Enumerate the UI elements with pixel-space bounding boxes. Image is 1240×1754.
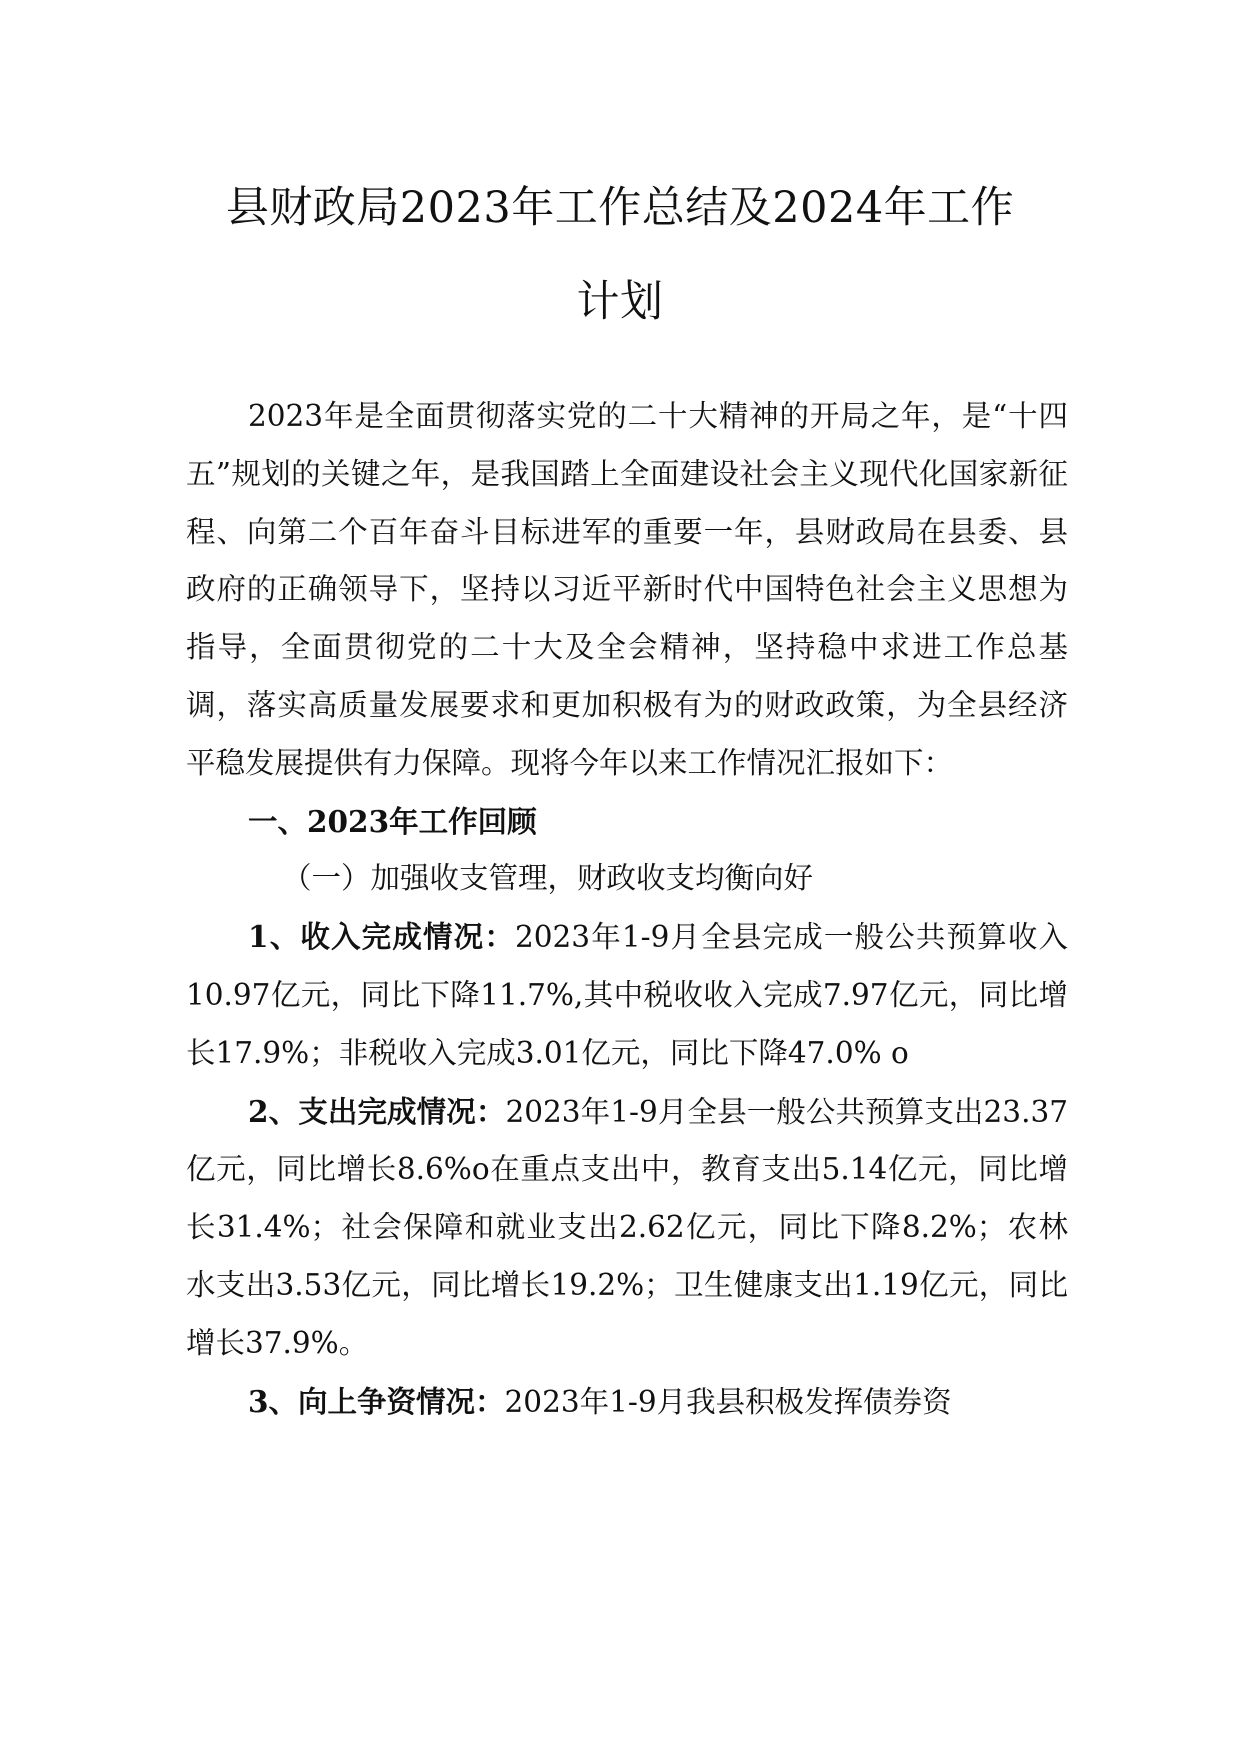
section-heading-review: 一、2023年工作回顾 (248, 803, 537, 839)
document-title-line-2: 计划 (576, 277, 664, 327)
item-funding-paragraph (186, 1373, 1068, 1432)
subsection-heading-revenue-expenditure: （一）加强收支管理，财政收支均衡向好 (282, 861, 814, 896)
item-expenditure-paragraph (186, 1083, 1068, 1373)
item-funding-label: 3、向上争资情况： (248, 1383, 505, 1419)
item-revenue-paragraph (186, 908, 1068, 1082)
item-expenditure-label: 2、支出完成情况： (248, 1093, 506, 1129)
item-revenue-text: 2023年1-9月全县完成一般公共预算收入10.97亿元，同比下降11.7%,其中税收收入完成7.97亿元，同比增长17.9%；非税收入完成3.01亿元，同比下降47.0% o (186, 920, 1068, 1070)
item-funding-text: 2023年1-9月我县积极发挥债券资 (504, 1384, 952, 1419)
document-body (186, 388, 1068, 1431)
item-revenue-label: 1、收入完成情况： (248, 919, 515, 955)
item-expenditure-text: 2023年1-9月全县一般公共预算支出23.37亿元，同比增长8.6%o在重点支出中，教育支出5.14亿元，同比增长31.4%；社会保障和就业支出2.62亿元，同比下降8.2%；农林水支出3.53亿元，同比增长19.2%；卫生健康支出1.19亿元，同比增长37.9%。 (186, 1094, 1068, 1360)
document-title-line-1: 县财政局2023年工作总结及2024年工作 (225, 183, 1015, 233)
intro-paragraph: 2023年是全面贯彻落实党的二十大精神的开局之年，是“十四五”规划的关键之年，是我国踏上全面建设社会主义现代化国家新征程、向第二个百年奋斗目标进军的重要一年，县财政局在县委、县政府的正确领导下，坚持以习近平新时代中国特色社会主义思想为指导，全面贯彻党的二十大及全会精神，坚持稳中求进工作总基调，落实高质量发展要求和更加积极有为的财政政策，为全县经济平稳发展提供有力保障。现将今年以来工作情况汇报如下： (186, 399, 1068, 780)
